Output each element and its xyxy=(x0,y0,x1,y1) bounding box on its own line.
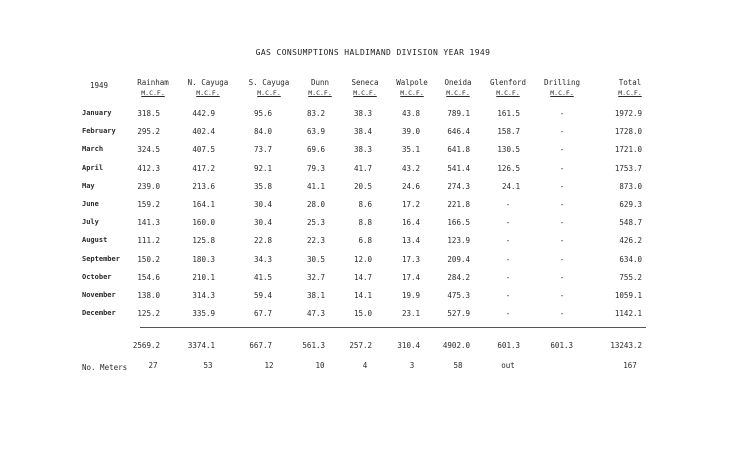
table-cell: 634.0 xyxy=(619,254,642,264)
table-cell: 123.9 xyxy=(447,236,470,246)
table-cell: - xyxy=(559,218,565,228)
row-month-label: March xyxy=(82,145,104,154)
table-cell: 221.8 xyxy=(447,200,470,209)
meter-count-cell: out xyxy=(501,361,515,370)
row-month-label: January xyxy=(82,109,112,117)
table-cell: 548.7 xyxy=(619,218,642,228)
table-cell: 43.8 xyxy=(401,109,420,118)
table-cell: 407.5 xyxy=(192,145,215,155)
table-cell: 402.4 xyxy=(192,127,215,137)
table-cell: 314.3 xyxy=(192,291,215,300)
column-header-name: S. Cayuga xyxy=(248,78,290,87)
table-cell: 63.9 xyxy=(306,127,325,137)
column-header-unit: M.C.F. xyxy=(446,89,470,97)
column-header-name: Total xyxy=(618,78,642,87)
meter-count-cell: 167 xyxy=(623,361,637,370)
table-cell: - xyxy=(559,309,565,319)
table-cell: 138.0 xyxy=(137,291,160,300)
table-cell: 14.7 xyxy=(353,272,372,282)
column-header-unit: M.C.F. xyxy=(400,89,424,97)
column-header-unit: M.C.F. xyxy=(353,89,377,97)
table-cell: - xyxy=(559,163,565,173)
table-cell: 12.0 xyxy=(353,254,372,264)
column-header-unit: M.C.F. xyxy=(257,89,281,97)
table-cell: 30.4 xyxy=(253,200,272,209)
total-cell: 3374.1 xyxy=(187,341,215,350)
meter-count-cell: 12 xyxy=(264,361,274,370)
totals-rule xyxy=(140,327,646,328)
table-cell: 1753.7 xyxy=(614,163,642,173)
table-cell: 417.2 xyxy=(192,163,215,173)
table-cell: 1728.0 xyxy=(614,127,642,137)
table-cell: - xyxy=(559,272,565,282)
table-cell: 83.2 xyxy=(306,109,325,118)
total-cell: 601.3 xyxy=(497,341,520,350)
table-cell: 646.4 xyxy=(447,127,470,137)
row-month-label: September xyxy=(82,254,120,263)
table-cell: - xyxy=(559,291,565,300)
table-cell: 41.1 xyxy=(306,181,325,191)
row-month-label: November xyxy=(82,291,116,299)
column-header-name: Dunn xyxy=(310,78,330,87)
table-cell: 284.2 xyxy=(447,272,470,282)
row-month-label: October xyxy=(82,272,112,281)
total-cell: 667.7 xyxy=(249,341,272,350)
table-cell: 79.3 xyxy=(306,163,325,173)
meter-count-cell: 10 xyxy=(315,361,325,370)
total-cell: 601.3 xyxy=(550,341,573,350)
table-cell: 274.3 xyxy=(447,181,470,191)
table-cell: 150.2 xyxy=(137,254,160,264)
meter-count-cell: 4 xyxy=(362,361,368,370)
meter-count-cell: 3 xyxy=(409,361,415,370)
table-cell: - xyxy=(559,254,565,264)
table-cell: 17.4 xyxy=(401,272,420,282)
table-cell: 59.4 xyxy=(253,291,272,300)
row-month-label: August xyxy=(82,236,108,245)
total-cell: 561.3 xyxy=(302,341,325,350)
table-cell: 95.6 xyxy=(253,109,272,118)
table-cell: 335.9 xyxy=(192,309,215,319)
table-cell: 1972.9 xyxy=(614,109,642,118)
table-cell: - xyxy=(505,236,511,246)
table-cell: 35.1 xyxy=(401,145,420,155)
table-cell: 35.8 xyxy=(253,181,272,191)
table-cell: 14.1 xyxy=(353,291,372,300)
table-cell: 324.5 xyxy=(137,145,160,155)
table-cell: 38.1 xyxy=(306,291,325,300)
table-cell: 16.4 xyxy=(401,218,420,228)
column-header-unit: M.C.F. xyxy=(141,89,165,97)
column-header-name: N. Cayuga xyxy=(187,78,229,87)
table-cell: 111.2 xyxy=(137,236,160,246)
table-cell: 19.9 xyxy=(401,291,420,300)
meter-count-cell: 58 xyxy=(453,361,463,370)
table-cell: 213.6 xyxy=(192,181,215,191)
column-header-name: Glenford xyxy=(489,78,527,87)
table-cell: 318.5 xyxy=(137,109,160,118)
table-cell: 22.8 xyxy=(253,236,272,246)
table-cell: 158.7 xyxy=(497,127,520,137)
table-cell: 210.1 xyxy=(192,272,215,282)
table-cell: - xyxy=(505,200,511,209)
column-header-name: Rainham xyxy=(137,78,169,87)
table-cell: 527.9 xyxy=(447,309,470,319)
table-cell: 209.4 xyxy=(447,254,470,264)
table-cell: 295.2 xyxy=(137,127,160,137)
table-cell: 154.6 xyxy=(137,272,160,282)
table-cell: 67.7 xyxy=(253,309,272,319)
table-cell: 38.4 xyxy=(353,127,372,137)
table-cell: 1059.1 xyxy=(614,291,642,300)
total-cell: 4902.0 xyxy=(442,341,470,350)
table-cell: 541.4 xyxy=(447,163,470,173)
table-cell: 30.5 xyxy=(306,254,325,264)
table-cell: 32.7 xyxy=(306,272,325,282)
table-cell: 629.3 xyxy=(619,200,642,209)
table-cell: 41.7 xyxy=(353,163,372,173)
table-cell: 8.8 xyxy=(358,218,372,228)
table-cell: 141.3 xyxy=(137,218,160,228)
table-cell: 426.2 xyxy=(619,236,642,246)
row-month-label: February xyxy=(82,127,116,136)
table-cell: 30.4 xyxy=(253,218,272,228)
table-cell: 38.3 xyxy=(353,145,372,155)
meter-count-cell: 27 xyxy=(148,361,158,370)
table-cell: 39.0 xyxy=(401,127,420,137)
table-cell: 160.0 xyxy=(192,218,215,228)
table-cell: 24.6 xyxy=(401,181,420,191)
total-cell: 13243.2 xyxy=(610,341,642,350)
table-cell: 17.2 xyxy=(401,200,420,209)
table-cell: - xyxy=(559,145,565,155)
table-cell: - xyxy=(559,200,565,209)
table-cell: 41.5 xyxy=(253,272,272,282)
table-cell: 180.3 xyxy=(192,254,215,264)
table-cell: 1721.0 xyxy=(614,145,642,155)
table-cell: - xyxy=(559,127,565,137)
table-cell: 442.9 xyxy=(192,109,215,118)
table-cell: - xyxy=(559,181,565,191)
table-cell: 15.0 xyxy=(353,309,372,319)
table-cell: 125.8 xyxy=(192,236,215,246)
meters-label: No. Meters xyxy=(82,363,128,372)
column-header-name: Seneca xyxy=(351,78,379,87)
table-cell: 164.1 xyxy=(192,200,215,209)
table-cell: - xyxy=(505,309,511,319)
table-cell: 1142.1 xyxy=(614,309,642,319)
table-cell: - xyxy=(505,291,511,300)
column-header-unit: M.C.F. xyxy=(196,89,220,97)
row-month-label: December xyxy=(82,309,116,318)
table-cell: 755.2 xyxy=(619,272,642,282)
table-cell: 126.5 xyxy=(497,163,520,173)
column-header-unit: M.C.F. xyxy=(496,89,520,97)
table-cell: 166.5 xyxy=(447,218,470,228)
row-month-label: May xyxy=(82,181,95,190)
table-cell: - xyxy=(505,218,511,228)
table-cell: 239.0 xyxy=(137,181,160,191)
table-cell: 73.7 xyxy=(253,145,272,155)
total-cell: 310.4 xyxy=(397,341,420,350)
row-month-label: July xyxy=(82,218,99,227)
table-cell: 25.3 xyxy=(306,218,325,228)
table-cell: 23.1 xyxy=(401,309,420,319)
table-cell: 8.6 xyxy=(358,200,372,209)
total-cell: 2569.2 xyxy=(132,341,160,350)
table-cell: 475.3 xyxy=(447,291,470,300)
column-header-name: Drilling xyxy=(543,78,581,87)
table-cell: 47.3 xyxy=(306,309,325,319)
table-cell: 789.1 xyxy=(447,109,470,118)
total-cell: 257.2 xyxy=(349,341,372,350)
table-cell: 161.5 xyxy=(497,109,520,118)
year-header: 1949 xyxy=(90,81,109,90)
meter-count-cell: 53 xyxy=(203,361,213,370)
table-cell: 92.1 xyxy=(253,163,272,173)
row-month-label: April xyxy=(82,163,104,172)
page-title: GAS CONSUMPTIONS HALDIMAND DIVISION YEAR 1949 xyxy=(255,48,491,57)
table-cell: 43.2 xyxy=(401,163,420,173)
table-cell: 641.8 xyxy=(447,145,470,155)
column-header-unit: M.C.F. xyxy=(550,89,574,97)
column-header-name: Oneida xyxy=(444,78,472,87)
table-cell: 130.5 xyxy=(497,145,520,155)
table-cell: - xyxy=(559,109,565,118)
column-header-unit: M.C.F. xyxy=(308,89,332,97)
table-cell: 20.5 xyxy=(353,181,372,191)
column-header-name: Walpole xyxy=(396,78,428,87)
table-cell: 84.0 xyxy=(253,127,272,137)
table-cell: 24.1 xyxy=(501,181,520,191)
table-cell: - xyxy=(505,254,511,264)
table-cell: 28.0 xyxy=(306,200,325,209)
table-cell: 38.3 xyxy=(353,109,372,118)
row-month-label: June xyxy=(82,200,99,208)
table-cell: - xyxy=(559,236,565,246)
table-cell: 13.4 xyxy=(401,236,420,246)
table-cell: 6.8 xyxy=(358,236,372,246)
table-cell: 159.2 xyxy=(137,200,160,209)
table-cell: 17.3 xyxy=(401,254,420,264)
column-header-unit: M.C.F. xyxy=(618,89,642,97)
table-cell: 69.6 xyxy=(306,145,325,155)
table-cell: 873.0 xyxy=(619,181,642,191)
table-cell: 34.3 xyxy=(253,254,272,264)
table-cell: 125.2 xyxy=(137,309,160,319)
table-cell: 412.3 xyxy=(137,163,160,173)
table-cell: - xyxy=(505,272,511,282)
table-cell: 22.3 xyxy=(306,236,325,246)
